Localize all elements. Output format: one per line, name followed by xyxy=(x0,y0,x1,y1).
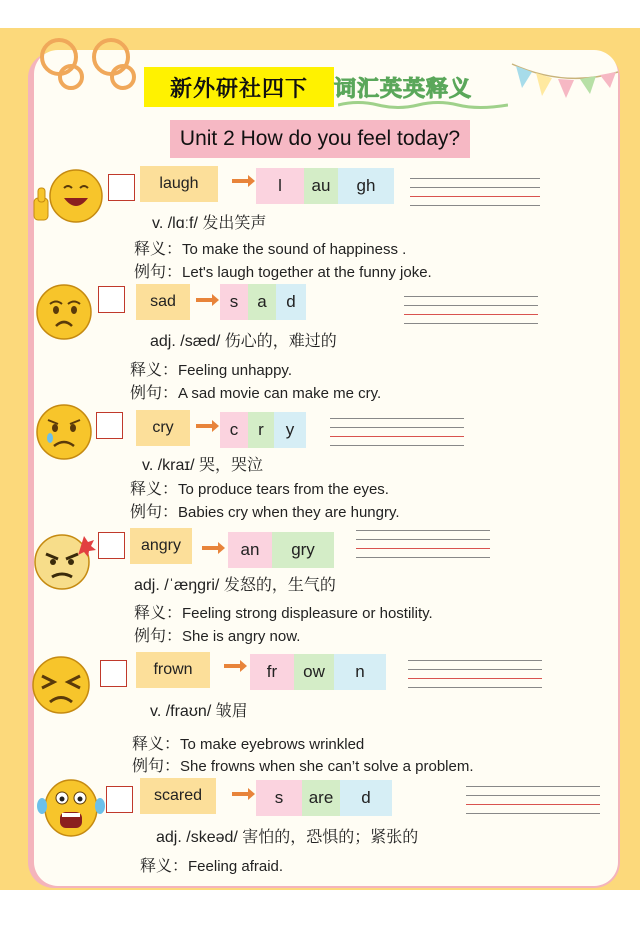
definition-label: 释义： xyxy=(134,239,183,258)
unit-heading: Unit 2 How do you feel today? xyxy=(170,120,470,158)
definition-label: 释义： xyxy=(132,734,181,753)
example-label: 例句： xyxy=(134,626,183,645)
pos-phonetic: adj. /sæd/ xyxy=(150,333,221,350)
example-line xyxy=(130,380,381,403)
chinese-meaning: 发怒的，生气的 xyxy=(223,575,336,594)
syllable: y xyxy=(274,412,306,448)
definition-line xyxy=(140,853,283,876)
syllable: a xyxy=(248,284,276,320)
example-text: Let's laugh together at the funny joke. xyxy=(182,264,432,281)
chinese-meaning: 伤心的，难过的 xyxy=(224,331,337,350)
vocab-word: sad xyxy=(136,284,190,320)
entry-checkbox[interactable] xyxy=(98,286,125,313)
arrow-right-icon xyxy=(224,664,242,668)
definition-text: To produce tears from the eyes. xyxy=(178,481,389,498)
arrow-right-icon xyxy=(232,179,250,183)
bunting-decoration-icon xyxy=(510,58,620,118)
syllable: fr xyxy=(250,654,294,690)
syllable: s xyxy=(256,780,302,816)
syllable: l xyxy=(256,168,304,204)
chinese-meaning: 皱眉 xyxy=(215,701,248,720)
subtitle-underline xyxy=(338,100,508,110)
angry-face-emoji-icon xyxy=(30,530,96,592)
pos-phonetic: v. /fraʊn/ xyxy=(150,703,212,720)
example-line xyxy=(134,623,300,646)
bottom-margin xyxy=(0,890,640,925)
scared-face-emoji-icon xyxy=(36,776,106,838)
example-label: 例句： xyxy=(130,502,179,521)
crying-face-emoji-icon xyxy=(34,402,94,462)
example-text: She frowns when she can’t solve a problem. xyxy=(180,758,474,775)
phonetic-line xyxy=(156,824,418,847)
definition-label: 释义： xyxy=(140,856,189,875)
entry-checkbox[interactable] xyxy=(98,532,125,559)
pos-phonetic: adj. /ˈæŋgri/ xyxy=(134,577,220,594)
phonetic-line xyxy=(142,452,263,475)
phonetic-line xyxy=(152,210,266,233)
binder-ring-icon xyxy=(58,64,84,90)
example-text: A sad movie can make me cry. xyxy=(178,385,382,402)
vocab-word: scared xyxy=(140,778,216,814)
definition-text: To make eyebrows wrinkled xyxy=(180,736,365,753)
syllable: an xyxy=(228,532,272,568)
vocab-word: frown xyxy=(136,652,210,688)
example-line xyxy=(130,499,400,522)
vocab-word: laugh xyxy=(140,166,218,202)
arrow-right-icon xyxy=(202,546,220,550)
syllable: are xyxy=(302,780,340,816)
arrow-right-icon xyxy=(196,298,214,302)
entry-checkbox[interactable] xyxy=(96,412,123,439)
definition-label: 释义： xyxy=(130,479,179,498)
syllable: au xyxy=(304,168,338,204)
page-subtitle: 词汇英英释义 xyxy=(334,76,473,102)
entry-checkbox[interactable] xyxy=(100,660,127,687)
definition-text: Feeling afraid. xyxy=(188,858,284,875)
definition-line xyxy=(134,600,433,623)
pos-phonetic: adj. /skeəd/ xyxy=(156,829,238,846)
example-text: She is angry now. xyxy=(182,628,301,645)
example-label: 例句： xyxy=(134,262,183,281)
pos-phonetic: v. /kraɪ/ xyxy=(142,457,195,474)
vocab-word: cry xyxy=(136,410,190,446)
example-label: 例句： xyxy=(132,756,181,775)
pos-phonetic: v. /lɑːf/ xyxy=(152,215,198,232)
definition-text: Feeling unhappy. xyxy=(178,362,292,379)
binder-ring-icon xyxy=(110,64,136,90)
example-text: Babies cry when they are hungry. xyxy=(178,504,400,521)
vocab-word: angry xyxy=(130,528,192,564)
syllable: ow xyxy=(294,654,334,690)
entry-checkbox[interactable] xyxy=(106,786,133,813)
definition-text: Feeling strong displeasure or hostility. xyxy=(182,605,433,622)
example-label: 例句： xyxy=(130,383,179,402)
sad-face-emoji-icon xyxy=(34,282,94,342)
phonetic-line xyxy=(150,328,337,351)
syllable: d xyxy=(276,284,306,320)
syllable: r xyxy=(248,412,274,448)
definition-label: 释义： xyxy=(134,603,183,622)
arrow-right-icon xyxy=(196,424,214,428)
syllable: n xyxy=(334,654,386,690)
definition-line xyxy=(134,236,406,259)
page-title: 新外研社四下 xyxy=(144,67,334,107)
definition-text: To make the sound of happiness . xyxy=(182,241,407,258)
example-line xyxy=(134,259,432,282)
phonetic-line xyxy=(150,698,248,721)
definition-line xyxy=(130,476,389,499)
top-margin xyxy=(0,0,640,28)
syllable: gry xyxy=(272,532,334,568)
phonetic-line xyxy=(134,572,336,595)
syllable: c xyxy=(220,412,248,448)
definition-line xyxy=(130,357,292,380)
chinese-meaning: 发出笑声 xyxy=(202,213,267,232)
chinese-meaning: 哭，哭泣 xyxy=(198,455,263,474)
frowning-face-emoji-icon xyxy=(28,654,94,716)
syllable: d xyxy=(340,780,392,816)
syllable: gh xyxy=(338,168,394,204)
laughing-thumbs-up-emoji-icon xyxy=(30,168,104,228)
arrow-right-icon xyxy=(232,792,250,796)
entry-checkbox[interactable] xyxy=(108,174,135,201)
definition-label: 释义： xyxy=(130,360,179,379)
definition-line xyxy=(132,731,364,754)
syllable: s xyxy=(220,284,248,320)
chinese-meaning: 害怕的，恐惧的；紧张的 xyxy=(242,827,419,846)
example-line xyxy=(132,753,474,776)
